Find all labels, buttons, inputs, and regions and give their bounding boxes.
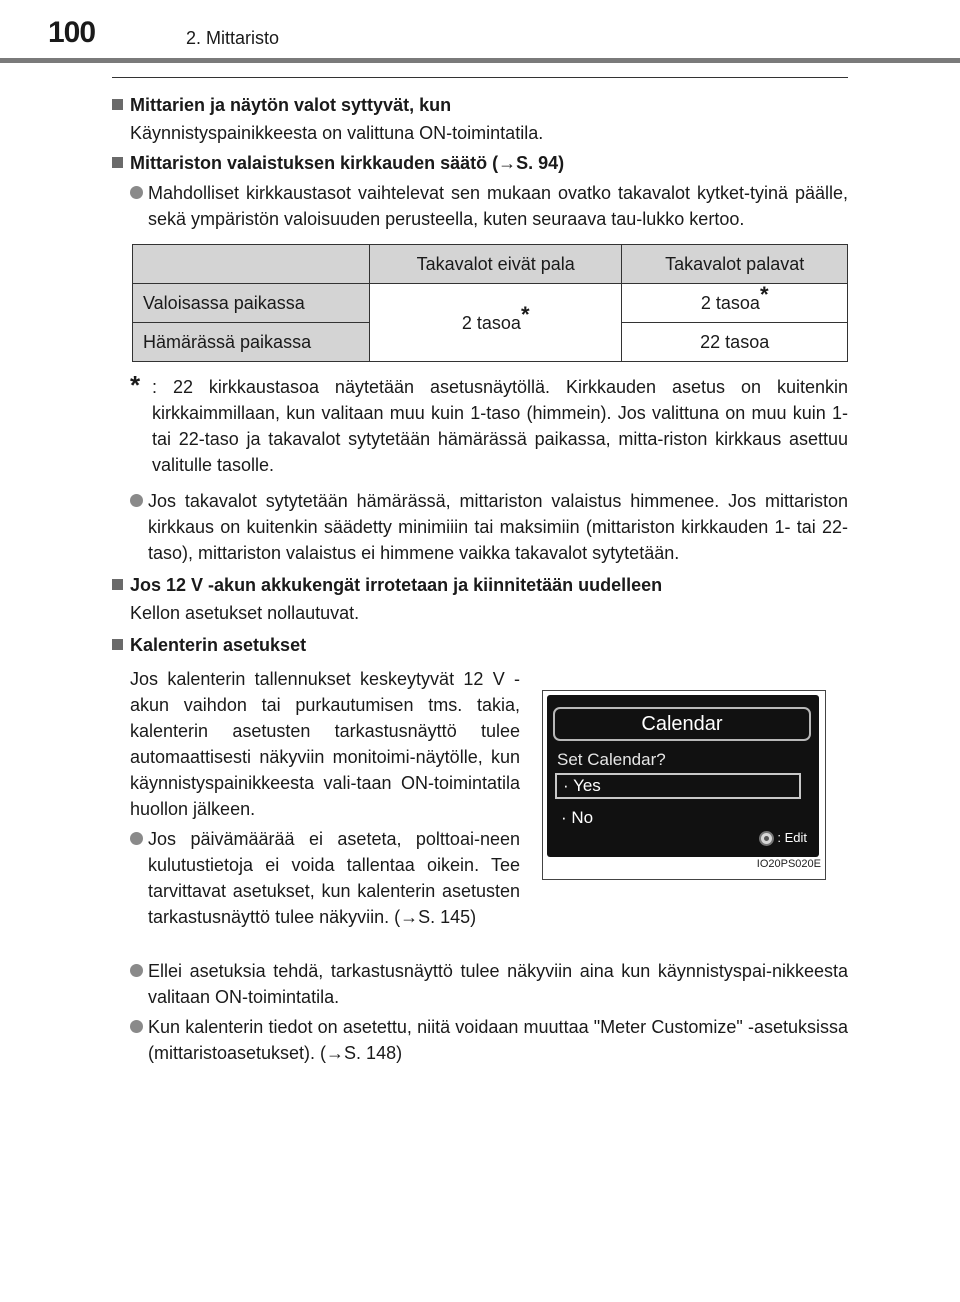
heading-meter-lights [112,92,848,118]
table-cell: 22 tasoa [622,323,848,362]
bullet-dot-icon [130,494,143,507]
heading-text: Kalenterin asetukset [130,635,307,655]
table-corner-cell [133,245,370,284]
heading-text: Jos 12 V -akun akkukengät irrotetaan ja kiinnitetään uudelleen [130,575,663,595]
bullet-text: Ellei asetuksia tehdä, tarkastusnäyttö tulee näkyviin aina kun käynnistyspai-nikkeesta valitaan ON-toimintatila. [148,961,848,1007]
arrow-icon: → [326,1043,345,1063]
footnote [112,370,848,478]
bullet-dot-icon [130,1020,143,1033]
footnote-marker: * [520,301,530,327]
table-header-cell: Takavalot palavat [622,245,848,284]
page-reference: S. 94) [516,153,565,173]
section-square-icon [112,639,123,650]
table-row [133,284,848,323]
content-rule [112,77,848,78]
footnote-star: * [130,370,141,400]
table-row-header: Hämärässä paikassa [133,323,370,362]
calendar-section [112,660,848,958]
table-cell [622,284,848,323]
table-row-header: Valoisassa paikassa [133,284,370,323]
paragraph-battery: Kellon asetukset nollautuvat. [130,603,360,623]
bullet-date-not-set [112,826,520,930]
table-header-cell: Takavalot eivät pala [370,245,622,284]
calendar-question: Set Calendar? [557,750,666,769]
bullet-not-set-repeat [112,958,848,1010]
page-header [0,0,960,66]
option-yes: · Yes [555,773,801,799]
heading-calendar [112,632,848,658]
heading-battery [112,572,848,598]
bullet-text: Mahdolliset kirkkaustasot vaihtelevat sen mukaan ovatko takavalot kytket-tyinä päälle, sekä ympäristön valoisuuden perusteella, kuten seuraava tau-lukko kertoo. [148,183,848,229]
multi-info-display [547,695,819,857]
paragraph-meter-lights: Käynnistyspainikkeesta on valittuna ON-toimintatila. [130,123,544,143]
paragraph-calendar: Jos kalenterin tallennukset keskeytyvät 12 V -akun vaihdon tai purkautumisen tms. takia, kalenterin asetusten tarkastusnäyttö tulee automaattisesti näkyviin monitoimi-näytölle, kun käynnistyspainikkeesta vali-taan ON-toimintatila huollon jälkeen. [130,669,520,819]
footnote-text: : 22 kirkkaustasoa näytetään asetusnäytöllä. Kirkkauden asetus on kuitenkin kirkkaimmillaan, kun valitaan muu kuin 1-taso (himmein). Jos valittuna on muu kuin 1- tai 22-taso ja takavalot sytytetään hämärässä paikassa, mitta-riston kirkkaus asettuu valitulle tasolle. [152,377,848,475]
edit-label: : Edit [777,830,807,845]
page-content [112,88,848,1066]
calendar-text-column [112,660,520,930]
section-square-icon [112,99,123,110]
arrow-icon: → [498,153,517,173]
section-square-icon [112,579,123,590]
bullet-brightness-levels [112,180,848,232]
cell-value: 2 tasoa [461,312,521,333]
bullet-text: Jos päivämäärää ei aseteta, polttoai-neen kulutustietoja ei voida tallentaa oikein. Tee tarvittavat asetukset, kun kalenterin asetusten tarkastusnäyttö tulee näkyviin. ( [148,829,520,927]
table-header-row [133,245,848,284]
cell-value: 2 tasoa [700,293,760,313]
calendar-title-bar: Calendar [553,707,811,741]
figure-code: IO20PS020E [756,858,821,870]
bullet-meter-customize [112,1014,848,1066]
heading-brightness [112,150,848,176]
page-reference: S. 145) [418,907,477,927]
bullet-dot-icon [130,964,143,977]
option-no: · No [561,808,594,827]
page-number: 100 [48,16,96,49]
brightness-table [132,244,848,362]
bullet-dimming [112,488,848,566]
header-rule [0,58,960,63]
page-reference: S. 148) [344,1043,403,1063]
section-square-icon [112,157,123,168]
bullet-text: Kun kalenterin tiedot on asetettu, niitä voidaan muuttaa "Meter Customize" -asetuksissa (mittaristoasetukset). ( [148,1017,848,1063]
bullet-dot-icon [130,832,143,845]
arrow-icon: → [400,907,419,927]
table-cell [370,284,622,362]
control-knob-icon [759,831,774,846]
bullet-text: Jos takavalot sytytetään hämärässä, mittariston valaistus himmenee. Jos mittariston kirkkaus on kuitenkin säädetty minimiiin tai maksimiin (mittariston kirkkauden 1- tai 22-taso), mittariston valaistus ei himmene vaikka takavalot sytytetään. [148,491,848,563]
heading-text: Mittariston valaistuksen kirkkauden säätö ( [130,153,499,173]
heading-text: Mittarien ja näytön valot syttyvät, kun [130,95,452,115]
footnote-marker: * [759,282,769,307]
chapter-title: 2. Mittaristo [186,28,280,48]
edit-hint [759,825,807,851]
bullet-dot-icon [130,186,143,199]
calendar-figure [542,690,826,880]
